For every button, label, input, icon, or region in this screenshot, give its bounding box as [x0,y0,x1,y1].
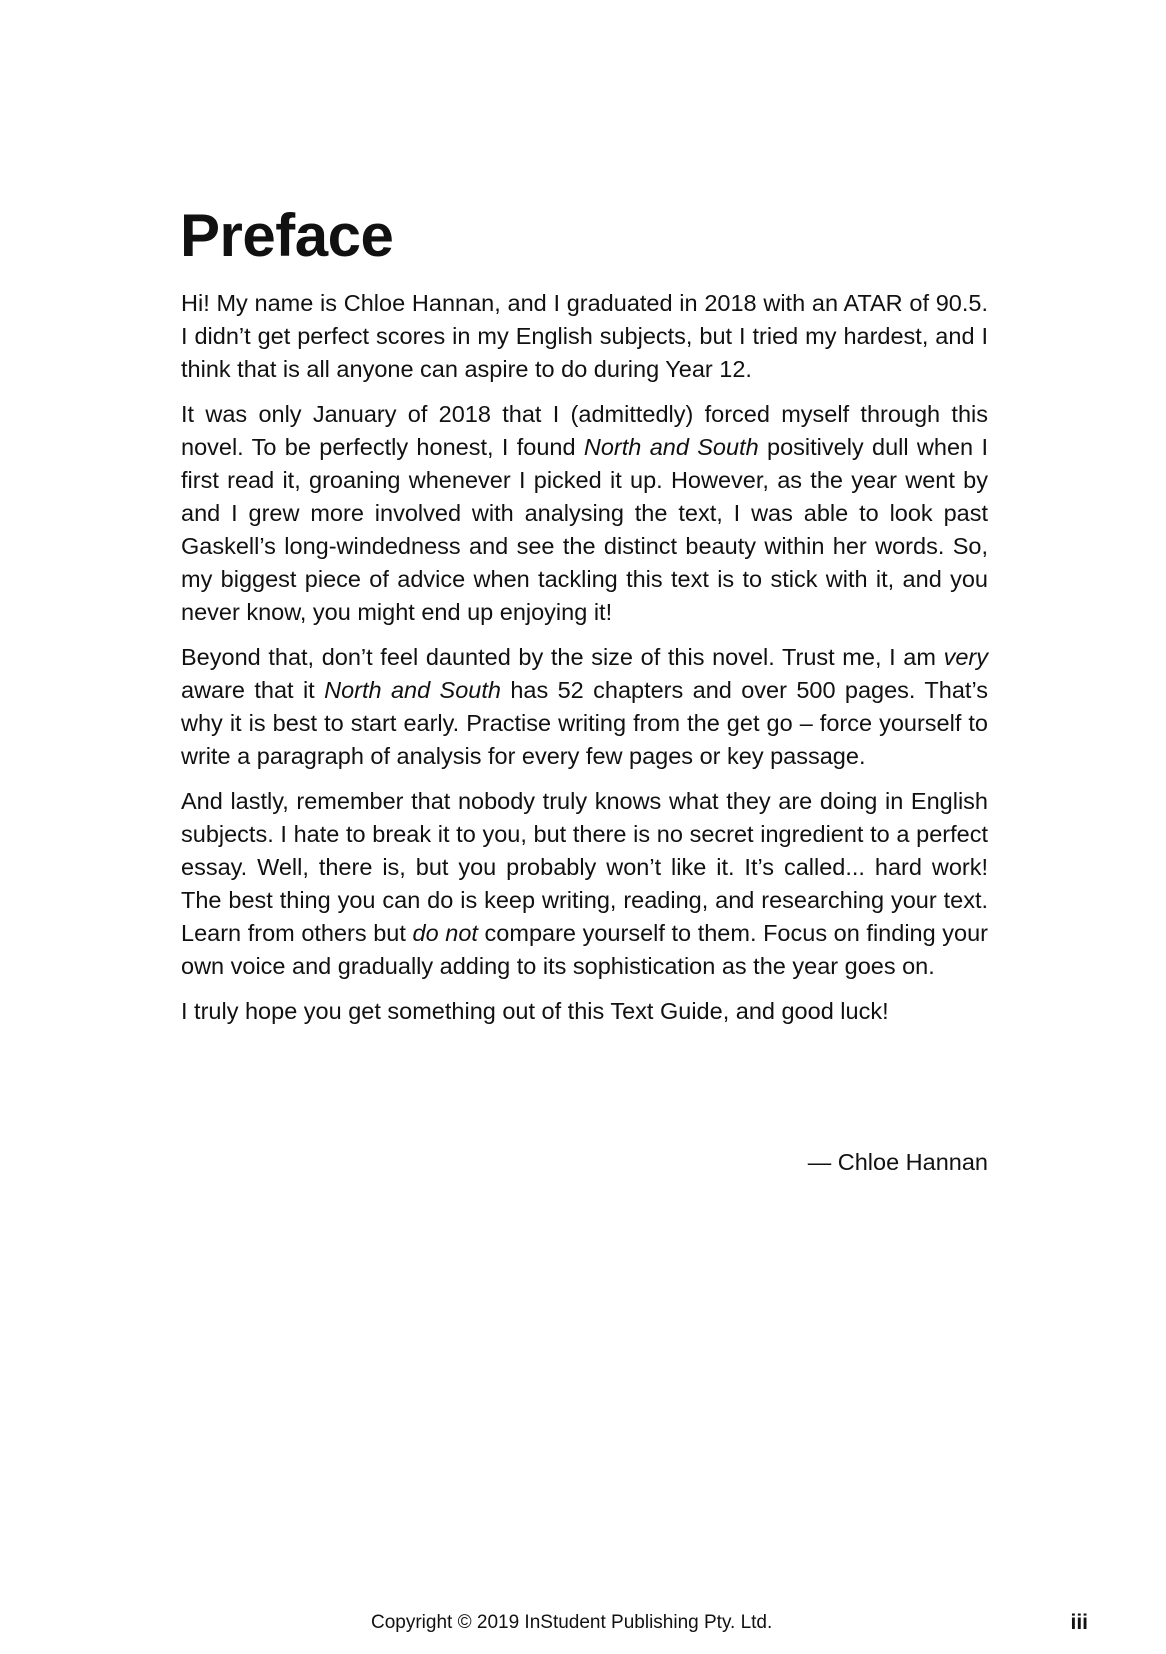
page-number: iii [1070,1611,1088,1634]
paragraph-text: compare yourself to them. Focus on finding your own voice and gradually adding to its sophistication as the year goes on. [181,920,989,979]
paragraph-reading-novel [181,398,988,629]
preface-body [181,287,988,1040]
paragraph-text: positively dull when I first read it, groaning whenever I picked it up. However, as the year went by and I grew more involved with analysing the text, I was able to look past Gaskell’s long-windedness and see the distinct beauty within her words. So, my biggest piece of advice when tackling this text is to stick with it, and you never know, you might end up enjoying it! [181,434,988,625]
author-signature: — Chloe Hannan [807,1149,988,1175]
paragraph-novel-size [181,641,988,773]
page-title: Preface [180,202,394,269]
paragraph-text: And lastly, remember that nobody truly knows what they are doing in English subjects. I hate to break it to you, but there is no secret ingredient to a perfect essay. Well, there is, but you probably won’t like it. It’s called... hard work! The best thing you can do is keep writing, reading, and researching your text. Learn from others but [181,788,988,946]
book-title-emphasis: North and South [324,677,501,703]
paragraph-advice [181,785,988,983]
paragraph-text: aware that it [181,677,325,703]
paragraph-text: Beyond that, don’t feel daunted by the size of this novel. Trust me, I am [181,644,944,670]
copyright-notice: Copyright © 2019 InStudent Publishing Pty. Ltd. [371,1612,773,1633]
page-footer [0,1608,1166,1638]
paragraph-closing: I truly hope you get something out of this Text Guide, and good luck! [181,998,889,1024]
emphasis-do-not: do not [412,920,478,946]
paragraph-intro: Hi! My name is Chloe Hannan, and I graduated in 2018 with an ATAR of 90.5. I didn’t get perfect scores in my English subjects, but I tried my hardest, and I think that is all anyone can aspire to do during Year 12. [181,290,988,382]
paragraph-text: has 52 chapters and over 500 pages. That’s why it is best to start early. Practise writing from the get go – force yourself to write a paragraph of analysis for every few pages or key passage. [181,677,988,769]
book-title-emphasis: North and South [583,434,759,460]
emphasis-very: very [943,644,988,670]
paragraph-text: It was only January of 2018 that I (admittedly) forced myself through this novel. To be perfectly honest, I found [181,401,988,460]
